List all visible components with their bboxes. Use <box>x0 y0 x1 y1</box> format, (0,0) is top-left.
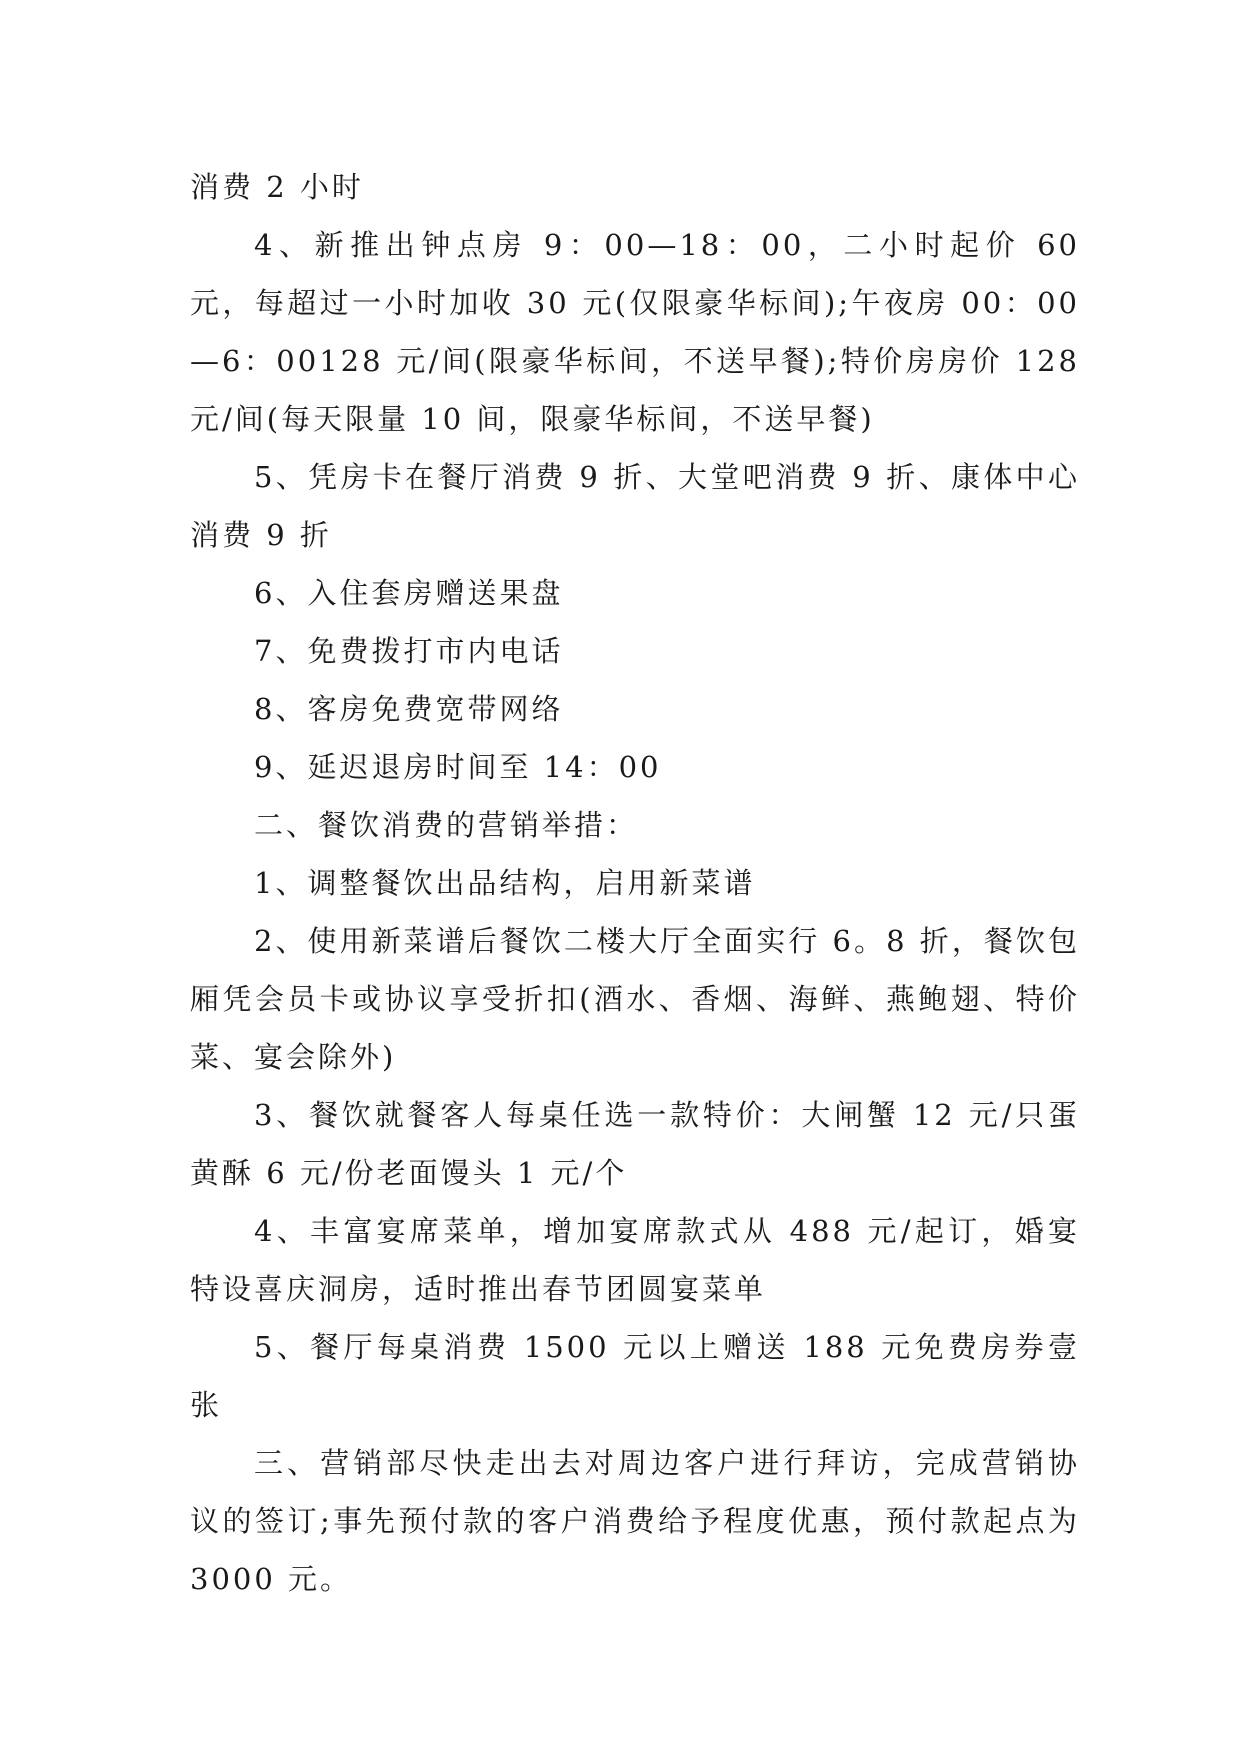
section-heading-dining: 二、餐饮消费的营销举措： <box>254 808 639 842</box>
section-heading-sales: 三、营销部尽快走出去对周边客户进行拜访，完成营销协议的签订;事先预付款的客户消费给予程度优惠，预付款起点为 3000 元。 <box>190 1446 1080 1596</box>
document-body <box>190 158 1080 1608</box>
paragraph-free-calls: 7、免费拨打市内电话 <box>254 634 564 668</box>
paragraph-fruit-plate: 6、入住套房赠送果盘 <box>254 576 564 610</box>
paragraph-banquet-menu: 4、丰富宴席菜单，增加宴席款式从 488 元/起订，婚宴特设喜庆洞房，适时推出春节团圆宴菜单 <box>190 1214 1080 1306</box>
paragraph-special-dishes: 3、餐饮就餐客人每桌任选一款特价：大闸蟹 12 元/只蛋黄酥 6 元/份老面馒头 1 元/个 <box>190 1098 1080 1190</box>
paragraph-room-card-discount: 5、凭房卡在餐厅消费 9 折、大堂吧消费 9 折、康体中心消费 9 折 <box>190 460 1080 552</box>
paragraph-continuation: 消费 2 小时 <box>190 170 364 204</box>
paragraph-room-voucher: 5、餐厅每桌消费 1500 元以上赠送 188 元免费房券壹张 <box>190 1330 1080 1422</box>
paragraph-hourly-room: 4、新推出钟点房 9：00—18：00，二小时起价 60 元，每超过一小时加收 30 元(仅限豪华标间);午夜房 00：00—6：00128 元/间(限豪华标间，不送早餐);特价房房价 128 元/间(每天限量 10 间，限豪华标间，不送早餐) <box>190 228 1080 436</box>
paragraph-new-menu: 1、调整餐饮出品结构，启用新菜谱 <box>254 866 756 900</box>
paragraph-hall-discount: 2、使用新菜谱后餐饮二楼大厅全面实行 6。8 折，餐饮包厢凭会员卡或协议享受折扣(酒水、香烟、海鲜、燕鲍翅、特价菜、宴会除外) <box>190 924 1080 1074</box>
paragraph-late-checkout: 9、延迟退房时间至 14：00 <box>254 750 662 784</box>
paragraph-free-broadband: 8、客房免费宽带网络 <box>254 692 564 726</box>
